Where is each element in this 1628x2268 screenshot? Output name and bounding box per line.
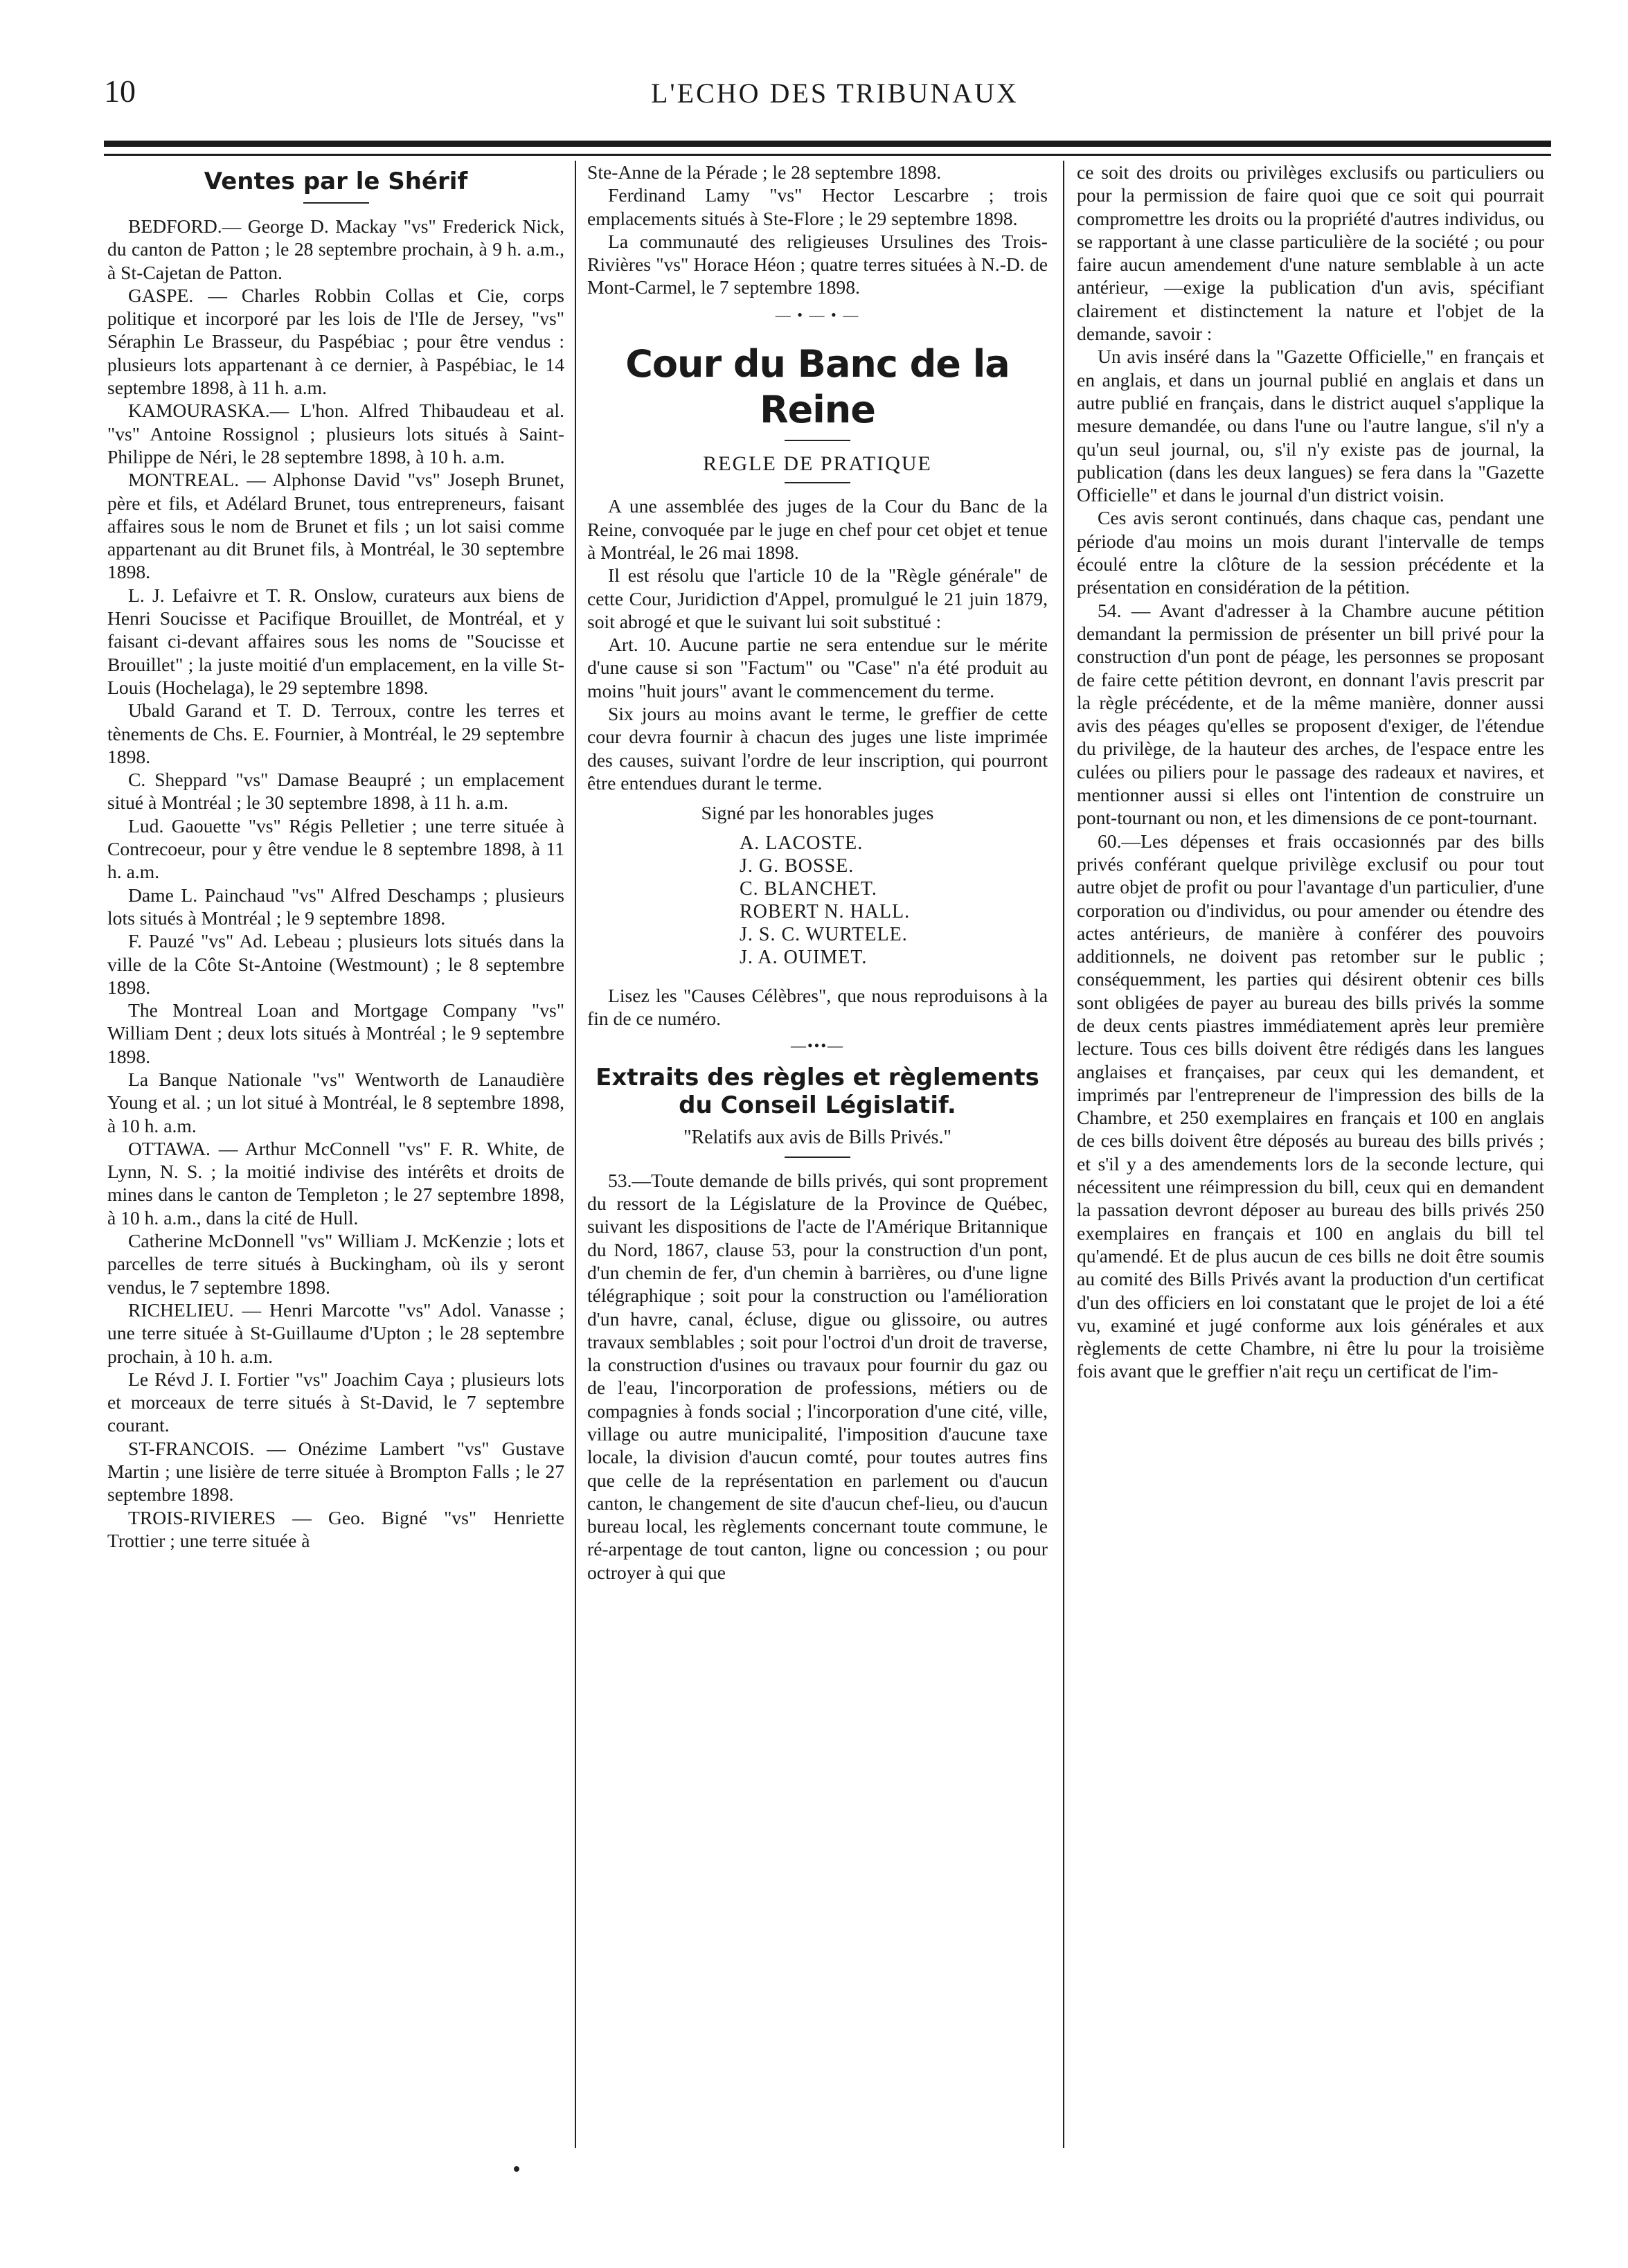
article-54: 54. — Avant d'adresser à la Chambre aucune pétition demandant la permission de présenter un bill privé pour la construction d'un pont de péage, les personnes se proposant de faire cette pétition devront, en donnant l'avis prescrit par la règle précédente, et de la même manière, donner aussi avis des péages qu'elles se proposent d'exiger, de l'étendue du privilège, de la hauteur des arches, de l'espace entre les culées ou piliers pour le passage des radeaux et navires, et mentionner aussi si elles ont l'intention de construire un pont-tournant ou non, et les dimensions de ce pont-tournant. <box>1077 599 1544 829</box>
rule-paragraph: A une assemblée des juges de la Cour du Banc de la Reine, convoquée par le juge en chef pour cet objet et tenue à Montréal, le 26 mai 1898. <box>587 495 1048 563</box>
sale-notice: TROIS-RIVIERES — Geo. Bigné "vs" Henriette Trottier ; une terre située à <box>107 1506 564 1551</box>
sale-notice: The Montreal Loan and Mortgage Company "vs" William Dent ; deux lots situés à Montréal ; le 9 septembre 1898. <box>107 999 564 1067</box>
running-title: L'ECHO DES TRIBUNAUX <box>651 78 1019 109</box>
subtitle-regle: REGLE DE PRATIQUE <box>703 452 932 476</box>
sale-notice: Ferdinand Lamy "vs" Hector Lescarbre ; trois emplacements situés à Ste-Flore ; le 29 septembre 1898. <box>587 184 1048 229</box>
causes-note: Lisez les "Causes Célèbres", que nous reproduisons à la fin de ce numéro. <box>587 984 1048 1029</box>
section-title-extraits: Extraits des règles et règlements du Conseil Législatif. <box>596 1064 1039 1120</box>
sale-notice: MONTREAL. — Alphonse David "vs" Joseph Brunet, père et fils, et Adélard Brunet, tous entrepreneurs, faisant affaires sous le nom de Brunet et fils ; un lot saisi comme appartenant au dit Brunet fils, à Montréal, le 30 septembre 1898. <box>107 469 564 583</box>
sale-notice: OTTAWA. — Arthur McConnell "vs" F. R. White, de Lynn, N. S. ; la moitié indivise des intérêts et droits de mines dans le canton de Templeton ; le 27 septembre 1898, à 10 h. a.m., dans la cité de Hull. <box>107 1137 564 1229</box>
article-paragraph: Un avis inséré dans la "Gazette Officielle," en français et en anglais, et dans un journal publié en anglais et dans un autre publié en français, dans le district auquel s'applique la mesure demandée, ou dans l'une ou l'autre langue, s'il n'y a qu'un seul journal, ou, s'il n'y existe pas de journal, la publication (dans les deux langues) se fera dans la "Gazette Officielle" et dans le journal d'un district voisin. <box>1077 346 1544 506</box>
article-53: 53.—Toute demande de bills privés, qui sont proprement du ressort de la Législature de la Province de Québec, suivant les dispositions de l'acte de l'Amérique Britannique du Nord, 1867, clause 53, pour la construction d'un pont, d'un chemin de fer, d'un chemin à barrières, ou d'une ligne télégraphique ; soit pour la construction ou l'amélioration d'un havre, canal, écluse, digue ou glissoire, ou autres travaux semblables ; soit pour l'octroi d'un droit de traverse, la construction d'usines ou travaux pour fournir du gaz ou de l'eau, l'incorporation de professions, métiers ou de compagnies à fonds social ; l'incorporation d'une cité, ville, village ou autre municipalité, l'imposition d'aucune taxe locale, la division d'aucun comté, pour toutes autres fins que celle de la représentation en parlement ou d'aucun canton, le changement de site d'aucun chef-lieu, ou d'aucun bureau local, les règlements concernant toute commune, le ré-arpentage de tout canton, ligne ou concession ; ou pour octroyer à qui que <box>587 1169 1048 1583</box>
sale-notice: Le Révd J. I. Fortier "vs" Joachim Caya ; plusieurs lots et morceaux de terre situés à St-David, le 7 septembre courant. <box>107 1368 564 1436</box>
header-rule-thin <box>104 154 1551 156</box>
judge-name: J. S. C. WURTELE. <box>740 923 908 945</box>
ornament-divider: —•••— <box>790 1037 845 1055</box>
article-60: 60.—Les dépenses et frais occasionnés par des bills privés conférant quelque privilège exclusif ou pour tout autre objet de profit ou pour l'avantage d'un particulier, d'une corporation ou d'individus, ou pour amender ou étendre des actes antérieurs, de manière à conférer des pouvoirs additionnels, ne doivent pas retomber sur le public ; conséquemment, les parties qui désirent obtenir ces bills sont obligées de payer au bureau des bills privés la somme de deux cents piastres immédiatement après leur première lecture. Tous ces bills doivent être rédigés dans les langues anglaises et françaises, par ceux qui les demandent, et imprimés par l'entrepreneur de l'impression des bills de la Chambre, et 250 exemplaires en français et 100 en anglais de ces bills doivent être déposés au bureau des bills privés ; et s'il y a des amendements lors de la seconde lecture, qui nécessitent une réimpression du bill, ceux qui en demandent la passation devront déposer au bureau des bills privés 250 exemplaires en français et 100 en anglais du bill tel qu'amendé. Et de plus aucun de ces bills ne doit être soumis au comité des Bills Privés avant la production d'un certificat d'un des officiers en loi constatant que le projet de loi a été vu, examiné et jugé conforme aux lois générales et aux règlements de cette Chambre, ni être lu pour la troisième fois avant que le greffier n'ait reçu un certificat de l'im- <box>1077 830 1544 1382</box>
signed-line: Signé par les honorables juges <box>701 802 934 824</box>
judge-name: ROBERT N. HALL. <box>740 900 911 922</box>
sale-notice: BEDFORD.— George D. Mackay "vs" Frederick Nick, du canton de Patton ; le 28 septembre prochain, à 9 h. a.m., à St-Cajetan de Patton. <box>107 215 564 283</box>
sale-notice: ST-FRANCOIS. — Onézime Lambert "vs" Gustave Martin ; une lisière de terre située à Brompton Falls ; le 27 septembre 1898. <box>107 1437 564 1506</box>
sale-notice: C. Sheppard "vs" Damase Beaupré ; un emplacement situé à Montréal ; le 30 septembre 1898, à 11 h. a.m. <box>107 769 564 814</box>
column-divider-1 <box>575 161 576 2148</box>
judge-name: C. BLANCHET. <box>740 877 877 900</box>
page-header <box>104 73 1551 121</box>
rule-paragraph: Il est résolu que l'article 10 de la "Règle générale" de cette Cour, Juridiction d'Appel, promulgué le 21 juin 1879, soit abrogé et que le suivant lui soit substitué : <box>587 564 1048 632</box>
sale-notice-continued: Ste-Anne de la Pérade ; le 28 septembre 1898. <box>587 161 942 183</box>
sale-notice: KAMOURASKA.— L'hon. Alfred Thibaudeau et al. "vs" Antoine Rossignol ; plusieurs lots situés à Saint-Philippe de Néri, le 28 septembre 1898, à 10 h. a.m. <box>107 400 564 467</box>
header-rule-thick <box>104 141 1551 147</box>
column-1 <box>107 161 564 1552</box>
article-paragraph: Ces avis seront continués, dans chaque cas, pendant une période d'au moins un mois durant l'intervalle de temps écoulé entre la clôture de la session précédente et la présentation en considération de la pétition. <box>1077 507 1544 598</box>
sale-notice: L. J. Lefaivre et T. R. Onslow, curateurs aux biens de Henri Soucisse et Pacifique Brouillet, de Montréal, et y faisant ci-devant affaires sous les noms de "Soucisse et Brouillet" ; la juste moitié d'un emplacement, en la ville St-Louis (Hochelaga), le 29 septembre 1898. <box>107 584 564 698</box>
column-3 <box>1077 161 1544 1383</box>
sale-notice: Dame L. Painchaud "vs" Alfred Deschamps ; plusieurs lots situés à Montréal ; le 9 septembre 1898. <box>107 884 564 929</box>
sale-notice: La communauté des religieuses Ursulines des Trois-Rivières "vs" Horace Héon ; quatre terres situées à N.-D. de Mont-Carmel, le 7 septembre 1898. <box>587 230 1048 298</box>
sale-notice: La Banque Nationale "vs" Wentworth de Lanaudière Young et al. ; un lot situé à Montréal, le 8 septembre 1898, à 10 h. a.m. <box>107 1068 564 1136</box>
section-title-sheriff-sales: Ventes par le Shérif <box>204 168 468 195</box>
judges-list <box>740 832 1048 969</box>
column-divider-2 <box>1063 161 1064 2148</box>
sale-notice: GASPE. — Charles Robbin Collas et Cie, corps politique et incorporé par les lois de l'Ile de Jersey, "vs" Séraphin Le Brasseur, du Paspébiac ; pour être vendus : plusieurs lots appartenant à ce dernier, à Paspébiac, le 14 septembre 1898, à 11 h. a.m. <box>107 284 564 399</box>
section-title-court: Cour du Banc de la Reine <box>625 342 1010 432</box>
article-continued: ce soit des droits ou privilèges exclusifs ou particuliers ou pour la permission de faire quoi que ce soit qui pourrait compromettre les droits ou la propriété d'autres individus, ou se rapportant à une classe particulière de la société ; ou pour faire aucun amendement d'une nature semblable à un acte antérieur, —exige la publication d'un avis, spécifiant clairement et distinctement la nature et l'objet de la demande, savoir : <box>1077 161 1544 345</box>
title-rule <box>303 202 369 204</box>
rule-paragraph: Six jours au moins avant le terme, le greffier de cette cour devra fournir à chacun des juges une liste imprimée des causes, suivant l'ordre de leur inscription, qui pourront être entendues durant le terme. <box>587 703 1048 794</box>
sale-notice: Lud. Gaouette "vs" Régis Pelletier ; une terre située à Contrecoeur, pour y être vendue le 8 septembre 1898, à 11 h. a.m. <box>107 814 564 883</box>
column-2 <box>587 161 1048 1584</box>
subtitle-extraits: "Relatifs aux avis de Bills Privés." <box>683 1127 951 1149</box>
judge-name: A. LACOSTE. <box>740 832 864 854</box>
sale-notice: Catherine McDonnell "vs" William J. McKenzie ; lots et parcelles de terre situés à Buckingham, où ils y seront vendus, le 7 septembre 1898. <box>107 1230 564 1298</box>
title-rule <box>785 1157 850 1158</box>
judge-name: J. G. BOSSE. <box>740 855 855 877</box>
sale-notice: RICHELIEU. — Henri Marcotte "vs" Adol. Vanasse ; une terre située à St-Guillaume d'Upton ; le 28 septembre prochain, à 10 h. a.m. <box>107 1298 564 1367</box>
page-number: 10 <box>104 73 136 109</box>
title-rule <box>785 482 850 483</box>
print-dot <box>514 2166 519 2172</box>
sale-notice: Ubald Garand et T. D. Terroux, contre les terres et tènements de Chs. E. Fournier, à Montréal, le 29 septembre 1898. <box>107 699 564 767</box>
judge-name: J. A. OUIMET. <box>740 946 868 968</box>
rule-paragraph: Art. 10. Aucune partie ne sera entendue sur le mérite d'une cause si son "Factum" ou "Case" n'a été produit au moins "huit jours" avant le commencement du terme. <box>587 634 1048 702</box>
ornament-divider: — • — • — <box>775 305 860 323</box>
title-rule <box>785 440 850 441</box>
sale-notice: F. Pauzé "vs" Ad. Lebeau ; plusieurs lots situés dans la ville de la Côte St-Antoine (Westmount) ; le 8 septembre 1898. <box>107 930 564 998</box>
